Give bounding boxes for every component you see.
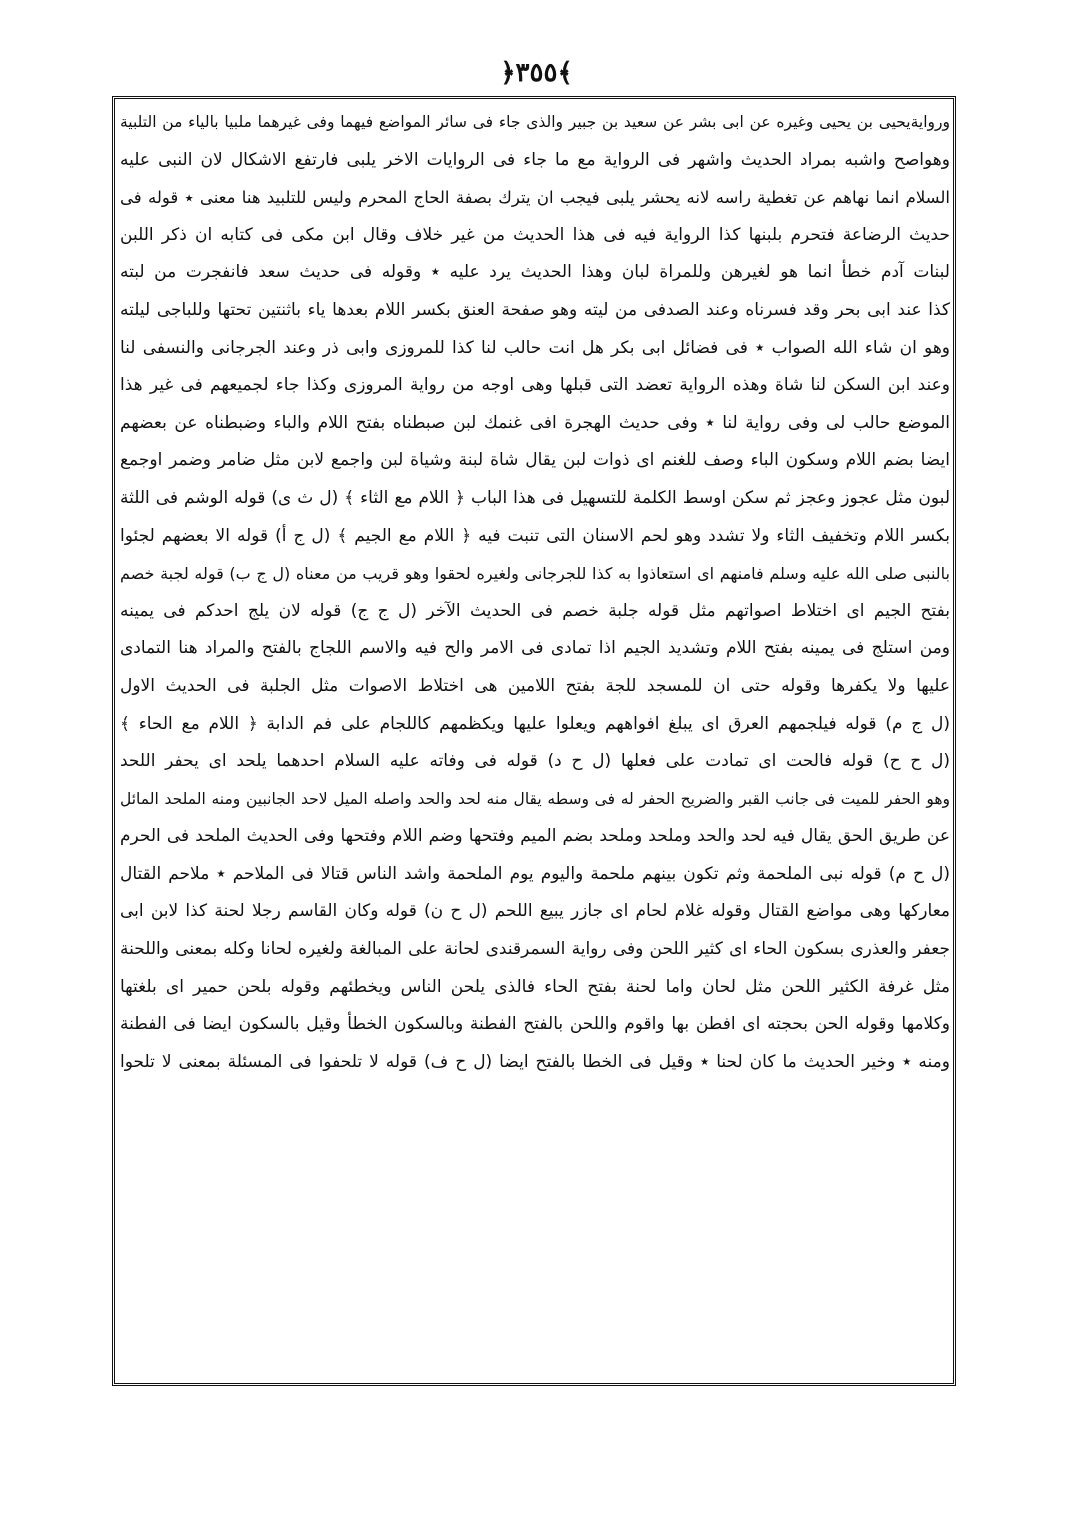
text-line: مثل غرفة الكثير اللحن مثل لحان واما لحنة بفتح الحاء فالذى يلحن الناس ويخطئهم وقوله بلحن حمير اى بلغتها xyxy=(120,976,950,997)
text-line: (ل ح ح) قوله فالحت اى تمادت على فعلها (ل ح د) قوله فى وفاته عليه السلام احدهما يلحد اى يحفر اللحد xyxy=(120,751,950,772)
text-line: (ل ح م) قوله نبى الملحمة وثم تكون بينهم ملحمة واليوم يوم الملحمة واشد الناس قتالا فى الملاحم ٭ ملاحم القتال xyxy=(120,863,950,884)
text-line: معاركها وهى مواضع القتال وقوله غلام لحام اى جازر يبيع اللحم (ل ح ن) قوله وكان القاسم رجلا لحنة كذا لابن ابى xyxy=(120,901,950,922)
text-line: لبون مثل عجوز وعجز ثم سكن اوسط الكلمة للتسهيل فى هذا الباب ﴿ اللام مع الثاء ﴾ (ل ث ى) قوله الوشم فى اللثة xyxy=(120,487,950,508)
text-line: وعند ابن السكن لنا شاة وهذه الرواية تعضد التى قبلها وهى اوجه من رواية المروزى وكذا جاء لجميعهم فى غير هذا xyxy=(120,375,950,396)
text-line: بكسر اللام وتخفيف الثاء ولا تشدد وهو لحم الاسنان التى تنبت فيه ﴿ اللام مع الجيم ﴾ (ل ج أ) قوله الا بعضهم لجئوا xyxy=(120,525,950,546)
text-line: عليها ولا يكفرها وقوله حتى ان للمسجد للجة بفتح اللامين هى اختلاط الاصوات مثل الجلبة فى الحديث الاول xyxy=(120,675,950,696)
text-line: ومن استلج فى يمينه بفتح اللام وتشديد الجيم اذا تمادى فى الامر والح فيه والاسم اللجاج بالفتح والمراد هنا التمادى xyxy=(120,638,950,659)
main-text-block xyxy=(120,104,950,1384)
text-line: بفتح الجيم اى اختلاط اصواتهم مثل قوله جلبة خصم فى الحديث الآخر (ل ج ج) قوله لان يلج احدكم فى يمينه xyxy=(120,600,950,621)
text-line: (ل ج م) قوله فيلجمهم العرق اى يبلغ افواههم ويعلوا عليها ويكظمهم كاللجام على فم الدابة ﴿ اللام مع الحاء ﴾ xyxy=(120,713,950,734)
text-line: بالنبى صلى الله عليه وسلم فامنهم اى استعاذوا به كذا للجرجانى ولغيره لحقوا وهو قريب من معناه (ل ج ب) قوله لجبة خصم xyxy=(120,564,950,584)
page-number: ﴿٣٥٥﴾ xyxy=(500,58,573,88)
text-line: وهو ان شاء الله الصواب ٭ فى فضائل ابى بكر هل انت حالب لنا كذا للمروزى وابى ذر وعند الجرجانى والنسفى لنا xyxy=(120,337,950,358)
text-line: السلام انما نهاهم عن تغطية راسه لانه يحشر يلبى فيجب ان يترك بصفة الحاج المحرم وليس للتلبيد هنا معنى ٭ قوله فى xyxy=(120,188,950,208)
text-line: كذا عند ابى بحر وقد فسرناه وعند الصدفى من ليته وهو صفحة العنق بكسر اللام بعدها ياء باثنتين تحتها وللباجى ليلته xyxy=(120,299,950,320)
text-line: جعفر والعذرى بسكون الحاء اى كثير اللحن وفى رواية السمرقندى لحانة على المبالغة ولغيره لحانا وكله بمعنى واللحنة xyxy=(120,939,950,960)
text-line: لبنات آدم خطأ انما هو لغيرهن وللمراة لبان وهذا الحديث يرد عليه ٭ وقوله فى حديث سعد فانفجرت من لبته xyxy=(120,262,950,283)
text-line: ومنه ٭ وخير الحديث ما كان لحنا ٭ وقيل فى الخطا بالفتح ايضا (ل ح ف) قوله لا تلحفوا فى المسئلة بمعنى لا تلحوا xyxy=(120,1051,950,1072)
text-line: حديث الرضاعة فتحرم بلبنها كذا الرواية فيه فى هذا الحديث من غير خلاف وقال ابن مكى فى كتابه ان ذكر اللبن xyxy=(120,224,950,245)
text-line: وهواصح واشبه بمراد الحديث واشهر فى الرواية مع ما جاء فى الروايات الاخر يلبى فارتفع الاشكال لان النبى عليه xyxy=(120,149,950,170)
text-line: وهو الحفر للميت فى جانب القبر والضريح الحفر له فى وسطه يقال منه لحد والحد واصله الميل لاحد الجانبين ومنه الملحد المائل xyxy=(120,789,950,808)
text-line: وكلامها وقوله الحن بحجته اى افطن بها واقوم واللحن بالفتح الفطنة وبالسكون الخطأ وقيل بالسكون ايضا فى الفطنة xyxy=(120,1014,950,1035)
text-line: عن طريق الحق يقال فيه لحد والحد وملحد وملحد بضم الميم وفتحها وضم اللام وفتحها وفى الحديث الملحد فى الحرم xyxy=(120,826,950,847)
text-line: ايضا بضم اللام وسكون الباء وصف للغنم اى ذوات لبن يقال شاة لبنة وشياة لبن واجمع لابن مثل ضامر وضمر اوجمع xyxy=(120,450,950,471)
text-line: وروايةيحيى بن يحيى وغيره عن ابى بشر عن سعيد بن جبير والذى جاء فى سائر المواضع فيهما وفى غيرهما ملبيا بالياء من التلبية xyxy=(120,113,950,131)
text-line: الموضع حالب لى وفى رواية لنا ٭ وفى حديث الهجرة افى غنمك لبن صبطناه بفتح اللام والباء وضبطناه عن بعضهم xyxy=(120,412,950,433)
